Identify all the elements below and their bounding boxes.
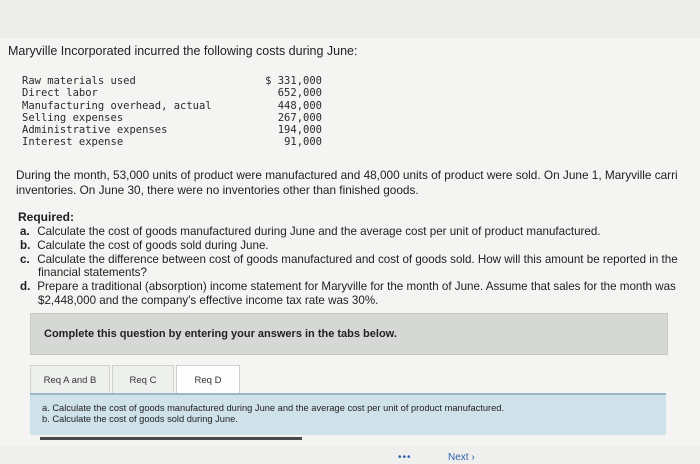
required-letter: b.: [20, 239, 31, 252]
required-text: financial statements?: [38, 266, 147, 279]
progress-line: [40, 437, 302, 440]
next-button[interactable]: Next ›: [448, 452, 475, 463]
cost-row: [22, 75, 322, 87]
paragraph-line: During the month, 53,000 units of product were manufactured and 48,000 units of product were sold. On June 1, Maryville carri: [16, 168, 678, 182]
required-item-b: [20, 239, 269, 253]
problem-intro: Maryville Incorporated incurred the following costs during June:: [8, 44, 358, 58]
cost-amount: 652,000: [277, 87, 322, 100]
next-label: Next: [448, 452, 469, 463]
cost-table: [22, 75, 322, 149]
required-item-c: [20, 253, 678, 267]
cost-row: [22, 136, 322, 148]
tab-req-a-and-b[interactable]: Req A and B: [30, 365, 110, 395]
required-letter: c.: [20, 253, 30, 266]
required-letter: d.: [20, 280, 31, 293]
cost-amount: $ 331,000: [265, 75, 322, 87]
required-item-a: [20, 225, 601, 239]
instruction-box: [30, 313, 668, 355]
cost-row: [22, 87, 322, 99]
more-dots-icon[interactable]: •••: [398, 452, 412, 463]
cost-row: [22, 100, 322, 112]
required-letter: a.: [20, 225, 30, 238]
cost-label: Selling expenses: [22, 111, 124, 124]
tab-content-panel: [30, 393, 666, 435]
required-item-d: [20, 280, 676, 294]
top-band: [0, 0, 700, 38]
cost-label: Interest expense: [22, 136, 124, 149]
cost-label: Direct labor: [22, 87, 98, 100]
cost-amount: 194,000: [277, 124, 322, 137]
required-item-d-cont: [38, 294, 378, 308]
cost-amount: 267,000: [277, 111, 322, 124]
required-text: Prepare a traditional (absorption) income statement for Maryville for the month of June. Assume that sales for the month was: [37, 280, 676, 293]
required-title: Required:: [18, 210, 75, 224]
problem-paragraph: [16, 168, 700, 198]
instruction-text: Complete this question by entering your answers in the tabs below.: [44, 328, 397, 340]
cost-label: Manufacturing overhead, actual: [22, 99, 212, 112]
tab-content-line: a. Calculate the cost of goods manufactured during June and the average cost per unit of product manufactured.: [42, 403, 505, 413]
tab-req-d[interactable]: Req D: [176, 365, 240, 395]
cost-label: Administrative expenses: [22, 124, 168, 137]
required-text: Calculate the difference between cost of goods manufactured and cost of goods sold. How will this amount be reported in the: [37, 253, 678, 266]
required-text: $2,448,000 and the company's effective income tax rate was 30%.: [38, 294, 379, 307]
cost-amount: 448,000: [277, 99, 322, 112]
cost-amount: 91,000: [284, 136, 322, 149]
paragraph-line: inventories. On June 30, there were no inventories other than finished goods.: [16, 183, 419, 197]
required-text: Calculate the cost of goods sold during June.: [37, 239, 269, 252]
required-text: Calculate the cost of goods manufactured during June and the average cost per unit of product manufactured.: [37, 225, 601, 238]
required-item-c-cont: [38, 266, 147, 280]
cost-label: Raw materials used: [22, 75, 136, 87]
cost-row: [22, 124, 322, 136]
tab-content-line: b. Calculate the cost of goods sold during June.: [42, 414, 238, 424]
cost-row: [22, 112, 322, 124]
tab-req-c[interactable]: Req C: [112, 365, 174, 395]
tab-content-text: [42, 403, 504, 425]
bottom-strip: [0, 446, 700, 464]
